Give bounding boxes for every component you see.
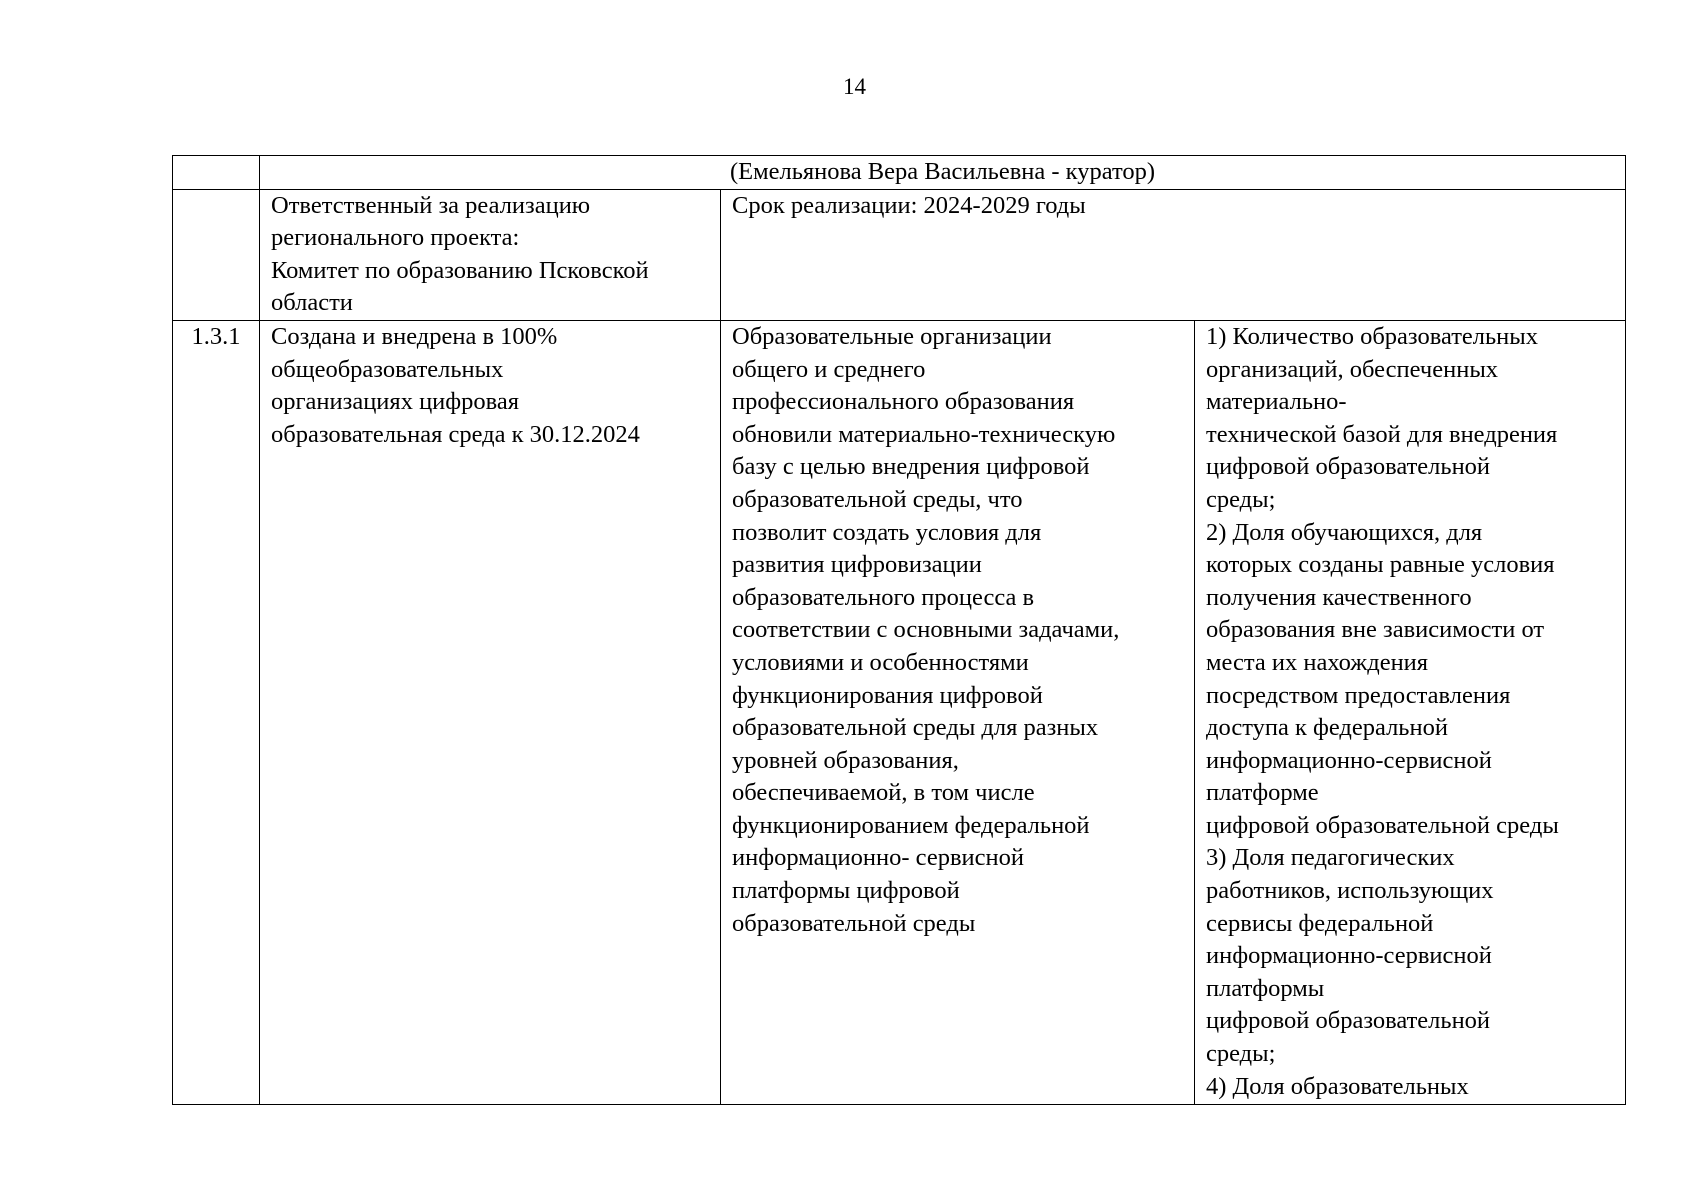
indicator-line: образования вне зависимости от: [1206, 616, 1545, 644]
indicator-line: цифровой образовательной среды: [1206, 811, 1559, 839]
indicator-line: информационно-сервисной: [1206, 746, 1492, 774]
description-line: платформы цифровой: [732, 877, 960, 905]
curator-number-cell: [173, 156, 260, 190]
result-cell: [260, 320, 721, 1104]
description-cell: [721, 320, 1195, 1104]
description-line: обновили материально-техническую: [732, 420, 1116, 448]
description-line: обеспечиваемой, в том числе: [732, 779, 1035, 807]
description-line: образовательной среды, что: [732, 485, 1023, 513]
description-line: функционированием федеральной: [732, 811, 1090, 839]
indicator-line: материально-: [1206, 388, 1347, 416]
responsible-number-cell: [173, 189, 260, 320]
project-table: [172, 155, 1626, 1105]
indicator-line: места их нахождения: [1206, 648, 1429, 676]
term-line: Срок реализации: 2024-2029 годы: [732, 191, 1086, 219]
result-line: общеобразовательных: [271, 355, 504, 383]
indicator-line: сервисы федеральной: [1206, 909, 1434, 937]
indicator-line: цифровой образовательной: [1206, 1007, 1491, 1035]
description-line: развития цифровизации: [732, 551, 982, 579]
indicator-line: 4) Доля образовательных: [1206, 1072, 1469, 1100]
description-line: соответствии с основными задачами,: [732, 616, 1120, 644]
responsible-line: области: [271, 289, 353, 317]
indicator-line: получения качественного: [1206, 583, 1472, 611]
indicator-line: платформе: [1206, 779, 1319, 807]
description-line: базу с целью внедрения цифровой: [732, 453, 1090, 481]
indicator-line: платформы: [1206, 974, 1325, 1002]
item-number: 1.3.1: [191, 322, 241, 350]
description-line: информационно- сервисной: [732, 844, 1024, 872]
responsible-line: Ответственный за реализацию: [271, 191, 591, 219]
item-row: [173, 320, 1626, 1104]
indicator-line: посредством предоставления: [1206, 681, 1511, 709]
responsible-cell: [260, 189, 721, 320]
term-cell: [721, 189, 1626, 320]
result-line: организациях цифровая: [271, 388, 520, 416]
curator-text: (Емельянова Вера Васильевна - куратор): [730, 158, 1156, 185]
curator-row: [173, 156, 1626, 190]
indicator-line: технической базой для внедрения: [1206, 420, 1558, 448]
description-line: условиями и особенностями: [732, 648, 1029, 676]
indicator-line: среды;: [1206, 485, 1276, 513]
result-line: образовательная среда к 30.12.2024: [271, 420, 640, 448]
description-line: функционирования цифровой: [732, 681, 1043, 709]
responsible-line: регионального проекта:: [271, 224, 520, 252]
indicator-line: среды;: [1206, 1040, 1276, 1068]
item-number-cell: [173, 320, 260, 1104]
indicator-line: организаций, обеспеченных: [1206, 355, 1499, 383]
indicator-line: 1) Количество образовательных: [1206, 322, 1538, 350]
description-line: образовательной среды: [732, 909, 976, 937]
description-line: общего и среднего: [732, 355, 926, 383]
description-line: Образовательные организации: [732, 322, 1052, 350]
indicator-line: 2) Доля обучающихся, для: [1206, 518, 1483, 546]
indicator-line: цифровой образовательной: [1206, 453, 1491, 481]
description-line: образовательного процесса в: [732, 583, 1035, 611]
indicator-line: 3) Доля педагогических: [1206, 844, 1455, 872]
description-line: уровней образования,: [732, 746, 959, 774]
description-line: образовательной среды для разных: [732, 714, 1099, 742]
responsible-line: Комитет по образованию Псковской: [271, 256, 649, 284]
curator-cell: [260, 156, 1626, 190]
page-number: 14: [843, 74, 866, 99]
indicator-line: доступа к федеральной: [1206, 714, 1448, 742]
description-line: позволит создать условия для: [732, 518, 1042, 546]
indicator-line: информационно-сервисной: [1206, 942, 1492, 970]
result-line: Создана и внедрена в 100%: [271, 322, 558, 350]
indicator-line: работников, использующих: [1206, 877, 1494, 905]
description-line: профессионального образования: [732, 388, 1075, 416]
indicators-cell: [1195, 320, 1626, 1104]
responsible-row: [173, 189, 1626, 320]
indicator-line: которых созданы равные условия: [1206, 551, 1555, 579]
